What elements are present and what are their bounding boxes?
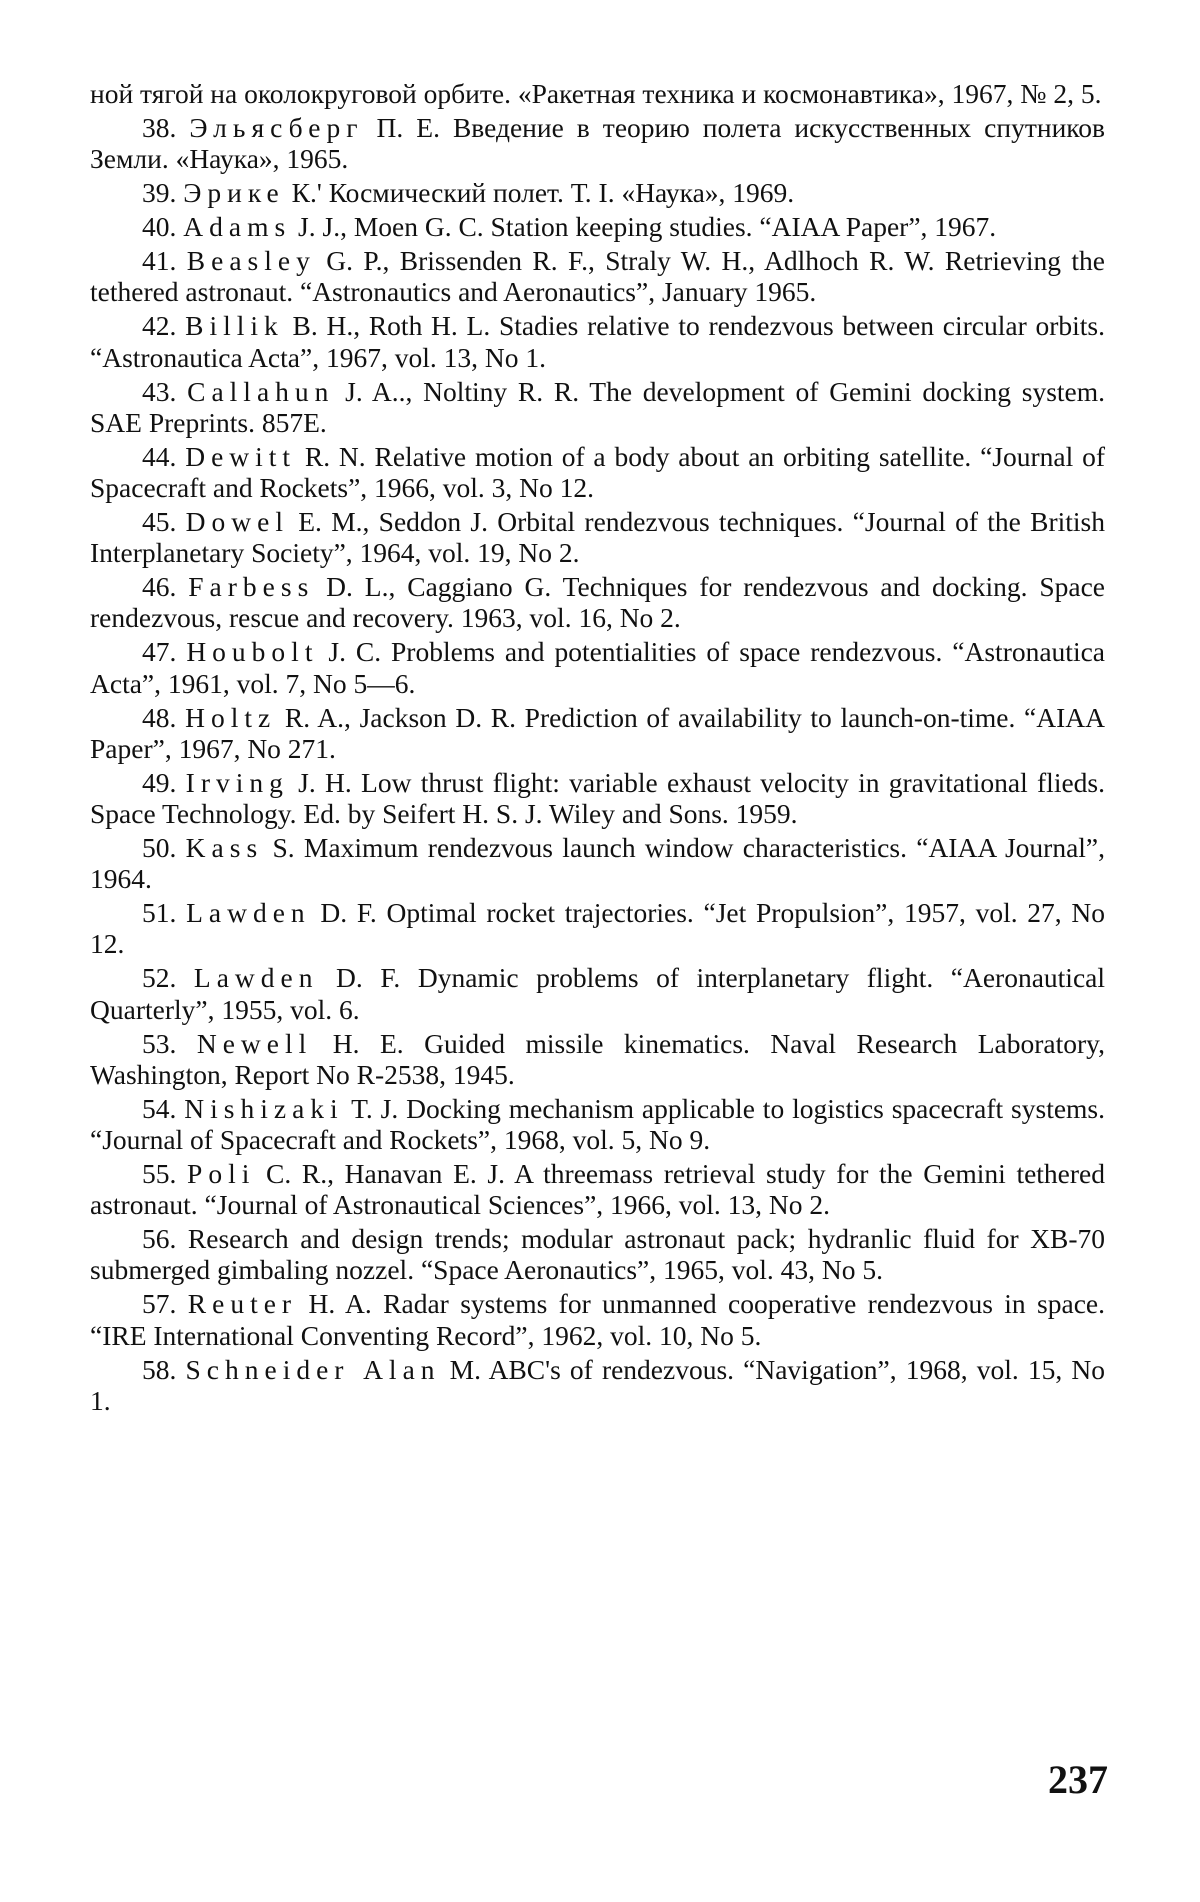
reference-number: 48.: [142, 701, 177, 733]
reference-51: [90, 897, 1105, 959]
reference-text: H. E. Guided missile kinematics. Naval Research Laboratory, Washington, Report No R-2538, 1945.: [90, 1027, 1105, 1090]
reference-author: Dewitt: [185, 440, 297, 472]
reference-author: Irving: [185, 766, 289, 798]
reference-43: [90, 376, 1105, 438]
reference-author: Эрике: [183, 177, 285, 209]
reference-continuation: ной тягой на околокруговой орбите. «Ракетная техника и космонавтика», 1967, № 2, 5.: [90, 78, 1102, 109]
reference-text: J. H. Low thrust flight: variable exhaust velocity in gravitational flieds. Space Technology. Ed. by Seifert H. S. J. Wiley and Sons. 1959.: [90, 766, 1106, 830]
reference-text: R. N. Relative motion of a body about an orbiting satellite. “Journal of Spacecraft and Rockets”, 1966, vol. 3, No 12.: [90, 440, 1105, 504]
reference-text: M. ABC's of rendezvous. “Navigation”, 1968, vol. 15, No 1.: [90, 1353, 1106, 1416]
reference-text: H. A. Radar systems for unmanned cooperative rendezvous in space. “IRE International Conventing Record”, 1962, vol. 10, No 5.: [90, 1288, 1106, 1351]
reference-author: Kass: [185, 832, 264, 864]
reference-42: [90, 310, 1105, 372]
reference-author: Lawden: [193, 962, 319, 994]
reference-text: T. J. Docking mechanism applicable to logistics spacecraft systems. “Journal of Spacecraft and Rockets”, 1968, vol. 5, No 9.: [90, 1092, 1106, 1156]
reference-author: Farbess: [188, 571, 315, 603]
reference-number: 41.: [142, 245, 177, 277]
reference-46: [90, 571, 1105, 633]
reference-56: [90, 1223, 1105, 1285]
reference-48: [90, 702, 1105, 764]
reference-number: 44.: [142, 440, 177, 472]
reference-text: D. F. Dynamic problems of interplanetary flight. “Aeronautical Quarterly”, 1955, vol. 6.: [90, 962, 1105, 1025]
reference-text: C. R., Hanavan E. J. A threemass retrieval study for the Gemini tethered astronaut. “Journal of Astronautical Sciences”, 1966, vol. 13, No 2.: [90, 1158, 1105, 1221]
reference-text: B. H., Roth H. L. Stadies relative to rendezvous between circular orbits. “Astronautica Acta”, 1967, vol. 13, No 1.: [90, 310, 1105, 373]
reference-text: S. Maximum rendezvous launch window characteristics. “AIAA Journal”, 1964.: [90, 832, 1105, 895]
reference-number: 53.: [142, 1027, 177, 1059]
reference-number: 47.: [142, 636, 177, 668]
reference-author: Dowel: [185, 506, 289, 538]
reference-text: J. A.., Noltiny R. R. The development of Gemini docking system. SAE Preprints. 857E.: [90, 375, 1106, 438]
reference-53: [90, 1028, 1105, 1090]
reference-text: Research and design trends; modular astronaut pack; hydranlic fluid for XB-70 submerged gimbaling nozzel. “Space Aeronautics”, 1965, vol. 43, No 5.: [90, 1223, 1105, 1286]
reference-38: [90, 112, 1105, 174]
reference-author: Houbolt: [186, 636, 319, 668]
reference-number: 45.: [142, 506, 177, 538]
reference-number: 56.: [142, 1223, 177, 1255]
reference-number: 54.: [142, 1092, 177, 1124]
reference-57: [90, 1288, 1105, 1350]
reference-text: E. M., Seddon J. Orbital rendezvous techniques. “Journal of the British Interplanetary Society”, 1964, vol. 19, No 2.: [90, 506, 1106, 569]
reference-author: Schneider Alan: [185, 1353, 441, 1385]
reference-number: 51.: [142, 897, 177, 929]
reference-49: [90, 767, 1105, 829]
reference-number: 49.: [142, 766, 177, 798]
reference-45: [90, 506, 1105, 568]
reference-text: J. J., Moen G. C. Station keeping studies. “AIAA Paper”, 1967.: [291, 211, 997, 243]
reference-text: П. Е. Введение в теорию полета искусственных спутников Земли. «Наука», 1965.: [90, 112, 1106, 175]
reference-text: R. A., Jackson D. R. Prediction of availability to launch-on-time. “AIAA Paper”, 1967, No 271.: [90, 701, 1106, 764]
reference-author: Beasley: [186, 245, 316, 277]
reference-number: 38.: [142, 112, 177, 143]
reference-47: [90, 636, 1105, 698]
reference-author: Billik: [185, 310, 284, 342]
reference-number: 55.: [142, 1158, 177, 1190]
reference-number: 46.: [142, 571, 177, 603]
reference-54: [90, 1093, 1105, 1155]
reference-number: 43.: [142, 375, 177, 407]
reference-number: 39.: [142, 177, 177, 209]
page-number: 237: [1048, 1757, 1108, 1802]
reference-text: J. C. Problems and potentialities of space rendezvous. “Astronautica Acta”, 1961, vol. 7, No 5—6.: [90, 636, 1105, 699]
reference-author: Reuter: [187, 1288, 298, 1320]
reference-40: [90, 211, 1105, 242]
reference-author: Callahun: [187, 375, 335, 407]
reference-author: Holtz: [185, 701, 277, 733]
reference-text: G. P., Brissenden R. F., Straly W. H., Adlhoch R. W. Retrieving the tethered astronaut. “Astronautics and Aeronautics”, January 1965.: [90, 245, 1106, 308]
reference-text: D. F. Optimal rocket trajectories. “Jet Propulsion”, 1957, vol. 27, No 12.: [90, 897, 1105, 960]
reference-author: Nishizaki: [184, 1092, 344, 1124]
reference-50: [90, 832, 1105, 894]
reference-55: [90, 1158, 1105, 1220]
reference-number: 42.: [142, 310, 177, 342]
reference-52: [90, 962, 1105, 1024]
reference-number: 57.: [142, 1288, 177, 1320]
reference-number: 40.: [142, 211, 177, 243]
reference-number: 50.: [142, 832, 177, 864]
reference-author: Poli: [187, 1158, 256, 1190]
reference-text: К.' Космический полет. Т. I. «Наука», 1969.: [284, 177, 795, 209]
reference-58: [90, 1354, 1105, 1416]
reference-39: [90, 177, 1105, 208]
reference-author: Newell: [196, 1027, 313, 1059]
reference-number: 58.: [142, 1353, 177, 1385]
reference-44: [90, 441, 1105, 503]
reference-author: Эльясберг: [189, 112, 364, 143]
reference-41: [90, 245, 1105, 307]
bibliography-page: [90, 78, 1105, 1419]
reference-text: D. L., Caggiano G. Techniques for rendezvous and docking. Space rendezvous, rescue and recovery. 1963, vol. 16, No 2.: [90, 571, 1106, 634]
reference-number: 52.: [142, 962, 177, 994]
reference-author: Lawden: [186, 897, 311, 929]
reference-author: Adams: [183, 211, 292, 243]
